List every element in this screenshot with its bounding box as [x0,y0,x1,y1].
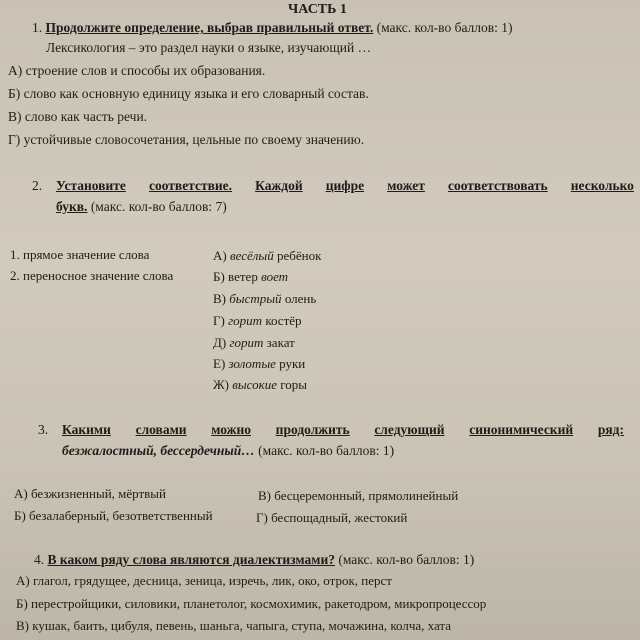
q2-heading-word: цифре [325,178,365,193]
q3-heading-word: можно [211,422,251,437]
q1-points: (макс. кол-во баллов: 1) [376,20,513,35]
q1-option: В) слово как часть речи. [8,109,148,124]
q3-option: В) бесцеремонный, прямолинейный [258,488,459,503]
q3-heading-word: синонимический [469,422,574,437]
q2-heading-word: соответствовать [447,178,548,193]
q2-left-item: 2. переносное значение слова [10,268,174,283]
q3-option: Г) беспощадный, жестокий [256,510,408,525]
q2-heading [56,178,634,194]
q3-heading [62,422,624,438]
q2-heading-cont-line [56,199,227,215]
q3-heading-word: ряд: [597,422,624,437]
q4-option: В) кушак, баить, цибуля, певень, шаньга, чапыга, ступа, мочажина, колча, хата [16,618,452,633]
q2-heading-word: может [387,178,425,193]
q3-series-line [62,443,394,459]
q1-number: 1. [32,20,43,35]
q3-number: 3. [38,422,49,437]
q2-right-item: Д) горит закат [213,335,295,350]
q4-option: Б) перестройщики, силовики, планетолог, космохимик, ракетодром, микропроцессор [16,596,487,611]
q3-points: (макс. кол-во баллов: 1) [258,443,395,458]
q2-right-item: Б) ветер воет [213,269,289,284]
part-header: ЧАСТЬ 1 [288,2,347,17]
q4-heading: В каком ряду слова являются диалектизмами? [47,552,335,567]
q2-right-item: В) быстрый олень [213,291,317,306]
q1-option: Б) слово как основную единицу языка и его словарный состав. [8,86,369,101]
q4-number: 4. [34,552,45,567]
q2-right-item: А) весёлый ребёнок [213,248,322,263]
q1-heading: Продолжите определение, выбрав правильный ответ. [45,20,374,35]
q3-option: А) безжизненный, мёртвый [14,486,166,501]
q1-option: А) строение слов и способы их образования. [8,63,266,78]
q3-series: безжалостный, бессердечный… [62,443,255,458]
q1-option: Г) устойчивые словосочетания, цельные по своему значению. [8,132,365,147]
q2-right-item: Ж) высокие горы [213,377,307,392]
q2-left-item: 1. прямое значение слова [10,247,150,262]
q2-heading-cont: букв. [56,199,88,214]
q2-heading-word: соответствие. [148,178,233,193]
q3-option: Б) безалаберный, безответственный [14,508,213,523]
q4-points: (макс. кол-во баллов: 1) [338,552,475,567]
q3-heading-word: словами [135,422,187,437]
q2-number: 2. [32,178,43,193]
q2-right-item: Е) золотые руки [213,356,306,371]
q2-heading-word: несколько [570,178,634,193]
q4-option: А) глагол, грядущее, десница, зеница, изречь, лик, око, отрок, перст [16,573,392,588]
q1-stem: Лексикология – это раздел науки о языке, изучающий … [46,40,372,55]
q3-heading-word: следующий [374,422,445,437]
q2-heading-word: Установите [56,178,126,193]
q2-points: (макс. кол-во баллов: 7) [90,199,227,214]
q1-heading-line [32,20,513,36]
q2-right-item: Г) горит костёр [213,313,302,328]
q3-heading-word: продолжить [275,422,350,437]
q2-heading-word: Каждой [255,178,303,193]
q3-heading-word: Какими [62,422,111,437]
q4-heading-line [34,552,474,568]
